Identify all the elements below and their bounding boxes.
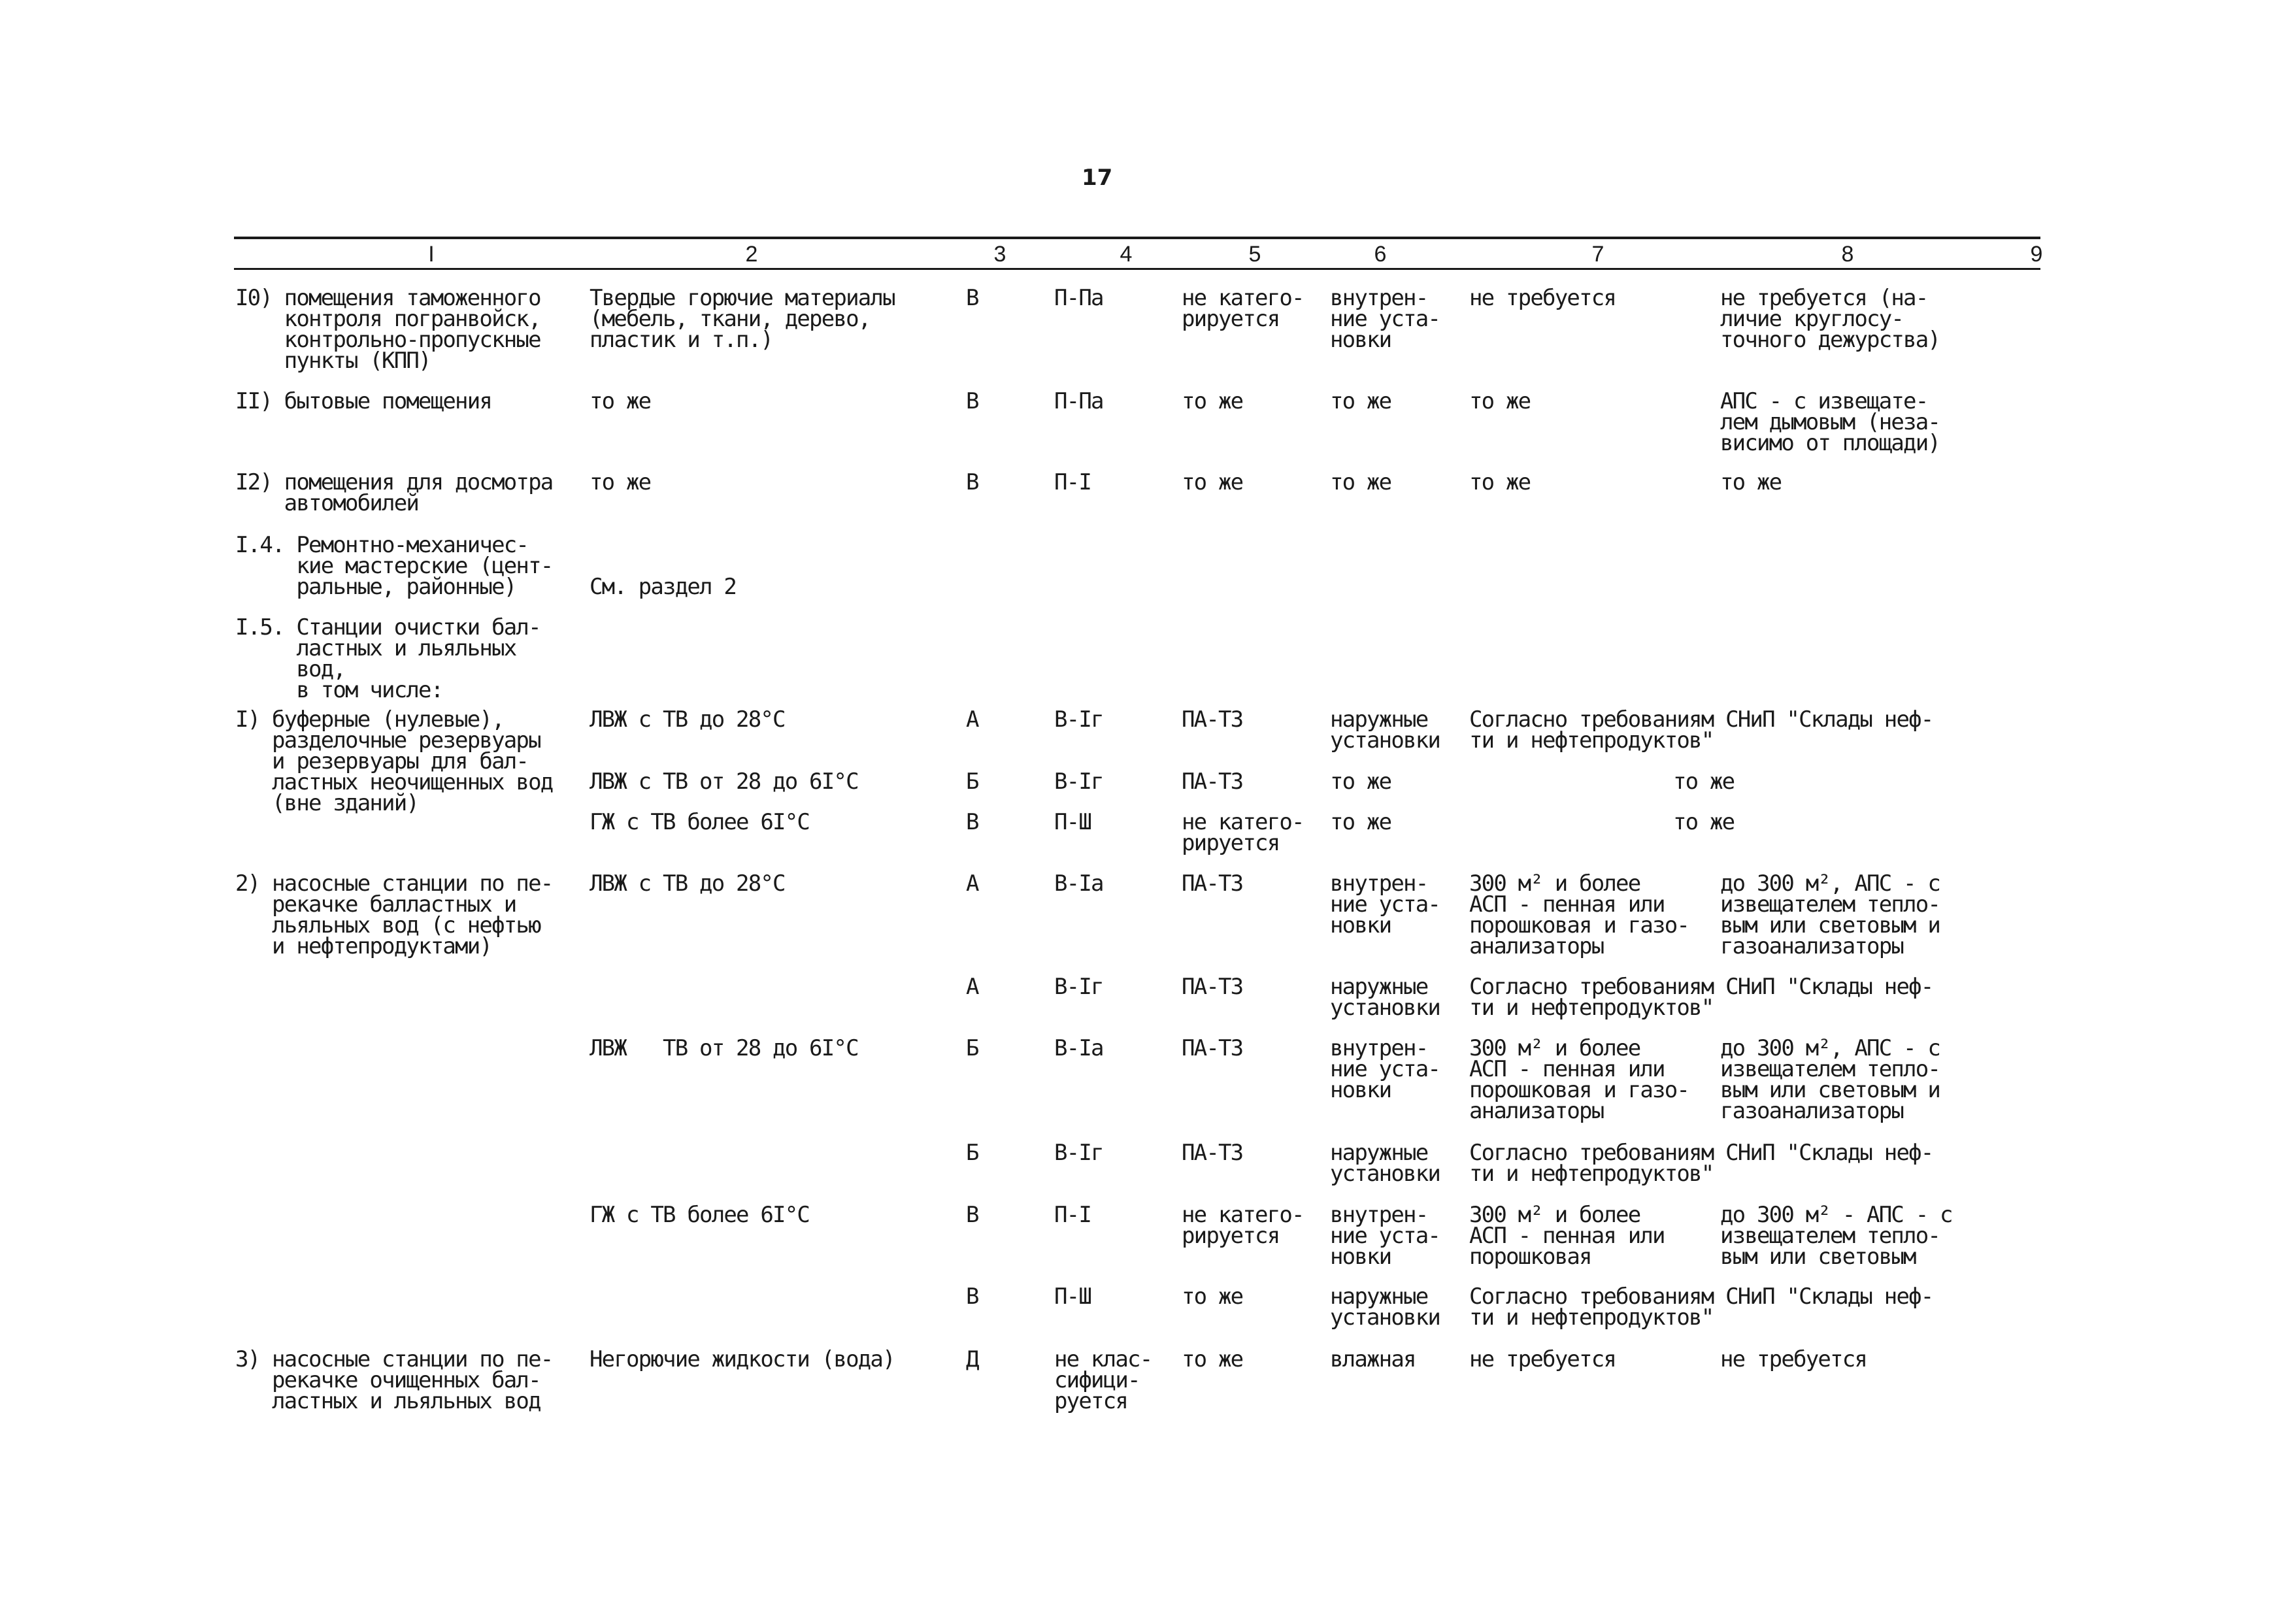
cell-extinguishing: Согласно требованиям СНиП "Склады неф- ти и нефтепродуктов"	[1469, 1284, 1933, 1331]
cell-extinguishing: не требуется	[1469, 1346, 1616, 1372]
cell-category: Б	[966, 769, 978, 795]
cell-installation: внутрен- ние уста- новки	[1330, 1202, 1440, 1270]
cell-name: I) буферные (нулевые), разделочные резервуары и резервуары для бал- ластных неочищенных вод (вне зданий)	[235, 706, 553, 816]
cell-zone-class: П-Па	[1054, 388, 1103, 414]
cell-category: В	[966, 809, 978, 835]
cell-extinguishing: то же	[1673, 769, 1735, 795]
cell-alarm: до 300 м² - АПС - с извещателем тепло- вым или световым	[1720, 1202, 1952, 1270]
cell-installation: наружные установки	[1330, 974, 1440, 1021]
cell-reference: См. раздел 2	[590, 574, 737, 600]
cell-installation: наружные установки	[1330, 1284, 1440, 1331]
cell-zone-class: П-Ш	[1054, 809, 1091, 835]
cell-material: Твердые горючие материалы (мебель, ткани, дерево, пластик и т.п.)	[590, 285, 895, 353]
cell-installation: то же	[1330, 469, 1391, 495]
cell-material: ГЖ с ТВ более 6I°С	[590, 1202, 810, 1228]
cell-material: ЛВЖ с ТВ от 28 до 6I°С	[590, 769, 858, 795]
cell-extinguishing: Согласно требованиям СНиП "Склады неф- ти и нефтепродуктов"	[1469, 974, 1933, 1021]
cell-category: А	[966, 706, 978, 733]
cell-classification: ПА-Т3	[1182, 974, 1243, 1000]
cell-alarm: то же	[1720, 469, 1782, 495]
cell-zone-class: В-Iг	[1054, 1140, 1103, 1166]
cell-category: Б	[966, 1035, 978, 1061]
cell-name: I2) помещения для досмотра автомобилей	[235, 469, 553, 516]
cell-classification: то же	[1182, 1346, 1243, 1372]
cell-material: ГЖ с ТВ более 6I°С	[590, 809, 810, 835]
cell-category: В	[966, 285, 978, 311]
cell-classification: не катего- рируется	[1182, 809, 1304, 856]
cell-extinguishing: то же	[1469, 388, 1531, 414]
cell-category: В	[966, 1202, 978, 1228]
cell-classification: не катего- рируется	[1182, 285, 1304, 332]
cell-installation: то же	[1330, 769, 1391, 795]
cell-alarm: до 300 м², АПС - с извещателем тепло- вым или световым и газоанализаторы	[1720, 870, 1940, 959]
cell-extinguishing: то же	[1673, 809, 1735, 835]
cell-installation: то же	[1330, 809, 1391, 835]
cell-extinguishing: 300 м² и более АСП - пенная или порошковая	[1469, 1202, 1665, 1270]
cell-zone-class: П-Па	[1054, 285, 1103, 311]
cell-classification: ПА-Т3	[1182, 706, 1243, 733]
cell-category: В	[966, 388, 978, 414]
cell-zone-class: В-Iа	[1054, 870, 1103, 897]
cell-material: то же	[590, 469, 651, 495]
column-number-3: 3	[993, 242, 1006, 267]
cell-name: II) бытовые помещения	[235, 388, 492, 414]
cell-material: ЛВЖ с ТВ до 28°С	[590, 870, 785, 897]
cell-installation: внутрен- ние уста- новки	[1330, 285, 1440, 353]
cell-alarm: АПС - с извещате- лем дымовым (неза- висимо от площади)	[1720, 388, 1940, 456]
cell-zone-class: П-I	[1054, 469, 1091, 495]
cell-alarm: не требуется	[1720, 1346, 1867, 1372]
cell-extinguishing: Согласно требованиям СНиП "Склады неф- ти и нефтепродуктов"	[1469, 706, 1933, 754]
cell-zone-class: В-Iг	[1054, 974, 1103, 1000]
cell-category: А	[966, 870, 978, 897]
cell-installation: внутрен- ние уста- новки	[1330, 1035, 1440, 1103]
cell-installation: внутрен- ние уста- новки	[1330, 870, 1440, 938]
cell-zone-class: В-Iа	[1054, 1035, 1103, 1061]
cell-zone-class: В-Iг	[1054, 769, 1103, 795]
cell-extinguishing: не требуется	[1469, 285, 1616, 311]
cell-extinguishing: Согласно требованиям СНиП "Склады неф- ти и нефтепродуктов"	[1469, 1140, 1933, 1187]
table-top-rule	[234, 237, 2040, 239]
cell-category: В	[966, 469, 978, 495]
table-header-rule	[234, 268, 2040, 270]
cell-name: 3) насосные станции по пе- рекачке очищенных бал- ластных и льяльных вод	[235, 1346, 553, 1414]
cell-installation: то же	[1330, 388, 1391, 414]
cell-classification: ПА-Т3	[1182, 769, 1243, 795]
cell-classification: ПА-Т3	[1182, 870, 1243, 897]
cell-classification: то же	[1182, 388, 1243, 414]
cell-category: А	[966, 974, 978, 1000]
cell-installation: влажная	[1330, 1346, 1416, 1372]
cell-category: В	[966, 1284, 978, 1310]
cell-material: Негорючие жидкости (вода)	[590, 1346, 895, 1372]
cell-installation: наружные установки	[1330, 706, 1440, 754]
cell-extinguishing: то же	[1469, 469, 1531, 495]
cell-name: 2) насосные станции по пе- рекачке балластных и льяльных вод (с нефтью и нефтепродуктами)	[235, 870, 553, 959]
column-number-5: 5	[1248, 242, 1261, 267]
cell-classification: то же	[1182, 469, 1243, 495]
page-number: 17	[1082, 165, 1113, 191]
section-heading: I.4. Ремонтно-механичес- кие мастерские (цент- ральные, районные)	[235, 532, 553, 600]
cell-material: ЛВЖ с ТВ до 28°С	[590, 706, 785, 733]
column-number-8: 8	[1841, 242, 1854, 267]
column-number-2: 2	[745, 242, 758, 267]
cell-classification: то же	[1182, 1284, 1243, 1310]
cell-installation: наружные установки	[1330, 1140, 1440, 1187]
cell-classification: ПА-Т3	[1182, 1140, 1243, 1166]
cell-classification: не катего- рируется	[1182, 1202, 1304, 1249]
cell-classification: ПА-Т3	[1182, 1035, 1243, 1061]
cell-material: то же	[590, 388, 651, 414]
cell-category: Д	[966, 1346, 978, 1372]
cell-extinguishing: 300 м² и более АСП - пенная или порошковая и газо- анализаторы	[1469, 1035, 1689, 1124]
cell-zone-class: П-Ш	[1054, 1284, 1091, 1310]
column-number-4: 4	[1120, 242, 1133, 267]
cell-name: I0) помещения таможенного контроля погранвойск, контрольно-пропускные пункты (КПП)	[235, 285, 540, 374]
column-number-6: 6	[1374, 242, 1387, 267]
cell-material: ЛВЖ ТВ от 28 до 6I°С	[590, 1035, 858, 1061]
column-number-9: 9	[2030, 242, 2043, 267]
cell-zone-class: В-Iг	[1054, 706, 1103, 733]
cell-zone-class: не клас- сифици- руется	[1054, 1346, 1152, 1414]
cell-alarm: до 300 м², АПС - с извещателем тепло- вым или световым и газоанализаторы	[1720, 1035, 1940, 1124]
cell-category: Б	[966, 1140, 978, 1166]
column-number-7: 7	[1591, 242, 1604, 267]
section-heading: I.5. Станции очистки бал- ластных и льяльных вод, в том числе:	[235, 614, 540, 703]
column-number-1: I	[428, 242, 435, 267]
cell-extinguishing: 300 м² и более АСП - пенная или порошковая и газо- анализаторы	[1469, 870, 1689, 959]
cell-alarm: не требуется (на- личие круглосу- точного дежурства)	[1720, 285, 1940, 353]
cell-zone-class: П-I	[1054, 1202, 1091, 1228]
